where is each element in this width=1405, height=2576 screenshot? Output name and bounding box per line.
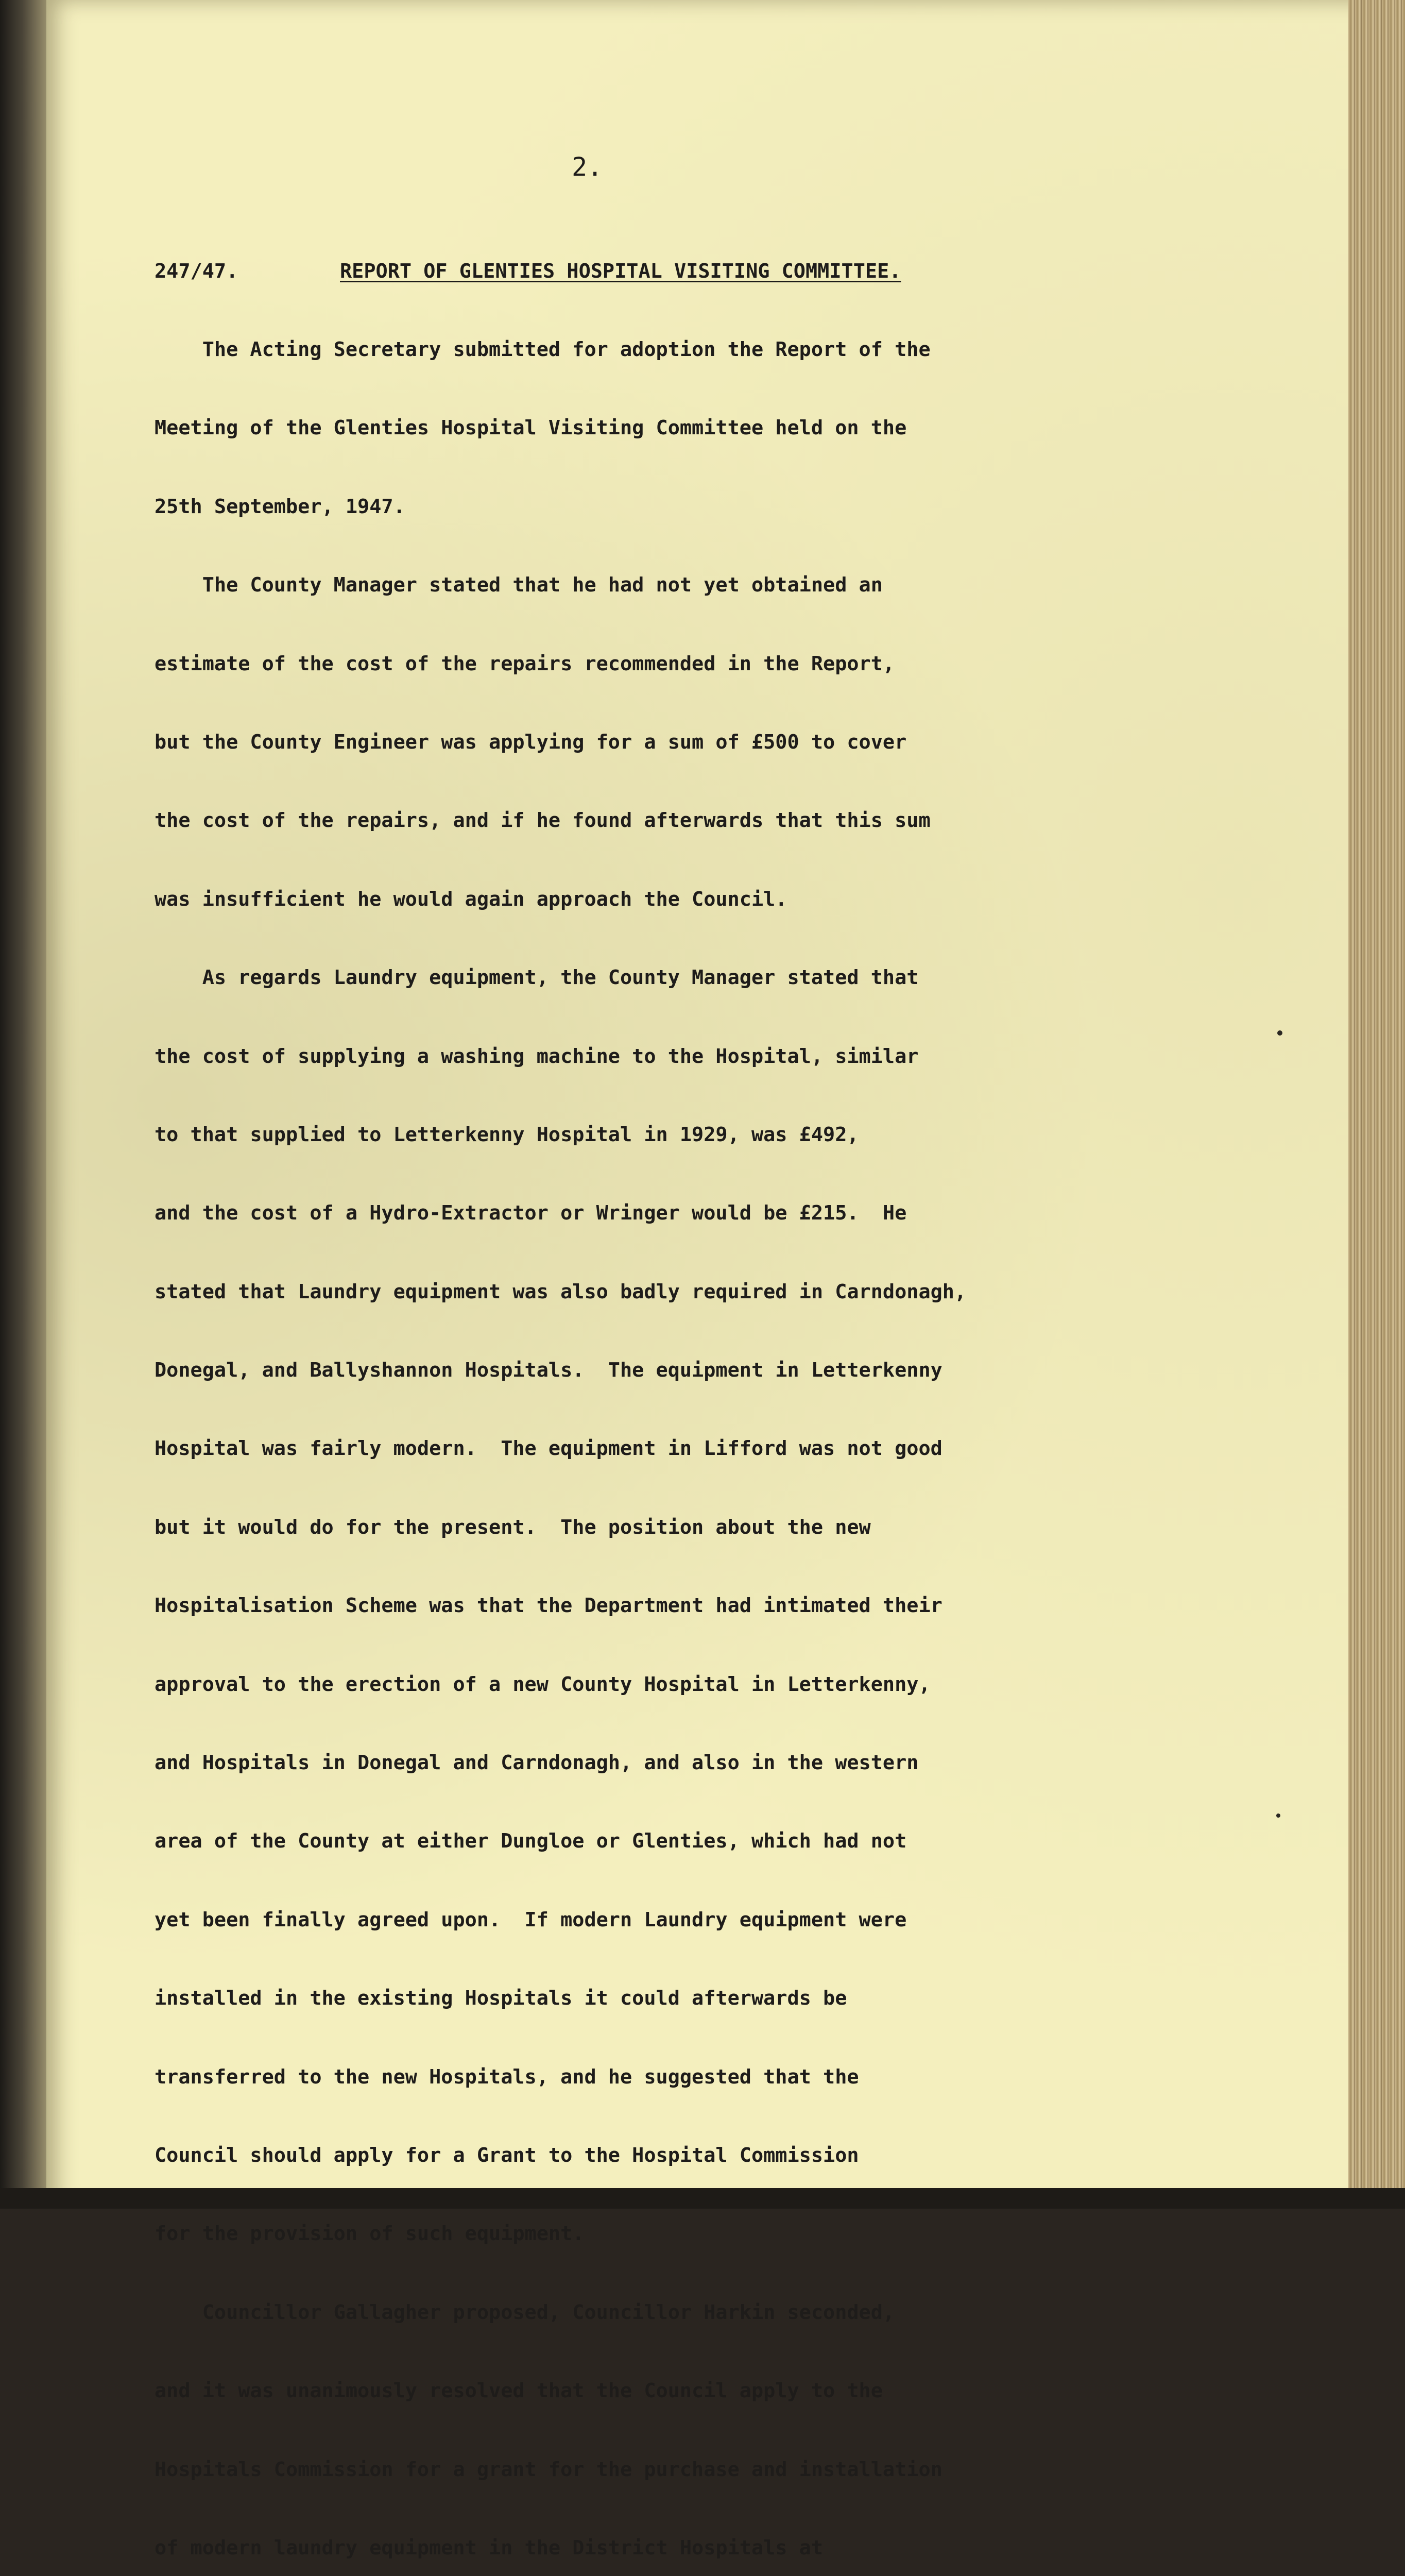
text-line: and it was unanimously resolved that the Council apply to the <box>155 2379 883 2403</box>
text-line: Hospitalisation Scheme was that the Department had intimated their <box>155 1594 943 1618</box>
text-line: was insufficient he would again approach the Council. <box>155 887 787 911</box>
minutes-text <box>155 206 1236 2576</box>
text-line: Donegal, and Ballyshannon Hospitals. The equipment in Letterkenny <box>155 1359 943 1382</box>
text-line: for the provision of such equipment. <box>155 2222 585 2246</box>
text-line: yet been finally agreed upon. If modern Laundry equipment were <box>155 1908 907 1931</box>
text-line: transferred to the new Hospitals, and he suggested that the <box>155 2065 859 2089</box>
text-line: and Hospitals in Donegal and Carndonagh, and also in the western <box>155 1751 919 1775</box>
text-line: Councillor Gallagher proposed, Councillor Harkin seconded, <box>155 2300 895 2324</box>
text-line: Hospital was fairly modern. The equipment in Lifford was not good <box>155 1437 943 1461</box>
text-line: to that supplied to Letterkenny Hospital in 1929, was £492, <box>155 1123 859 1146</box>
text-line: and the cost of a Hydro-Extractor or Wringer would be £215. He <box>155 1201 907 1225</box>
text-line: Council should apply for a Grant to the Hospital Commission <box>155 2143 859 2167</box>
text-line: the cost of supplying a washing machine to the Hospital, similar <box>155 1044 919 1068</box>
minute-number: 247/47. <box>155 259 238 283</box>
text-line: As regards Laundry equipment, the County Manager stated that <box>155 966 919 990</box>
text-line: of modern laundry equipment in the District Hospitals at <box>155 2536 824 2560</box>
text-line: installed in the existing Hospitals it could afterwards be <box>155 1987 847 2010</box>
text-line: but the County Engineer was applying for a sum of £500 to cover <box>155 730 907 754</box>
text-line: The Acting Secretary submitted for adoption the Report of the <box>155 337 931 361</box>
minute-title: REPORT OF GLENTIES HOSPITAL VISITING COMMITTEE. <box>340 259 901 283</box>
text-line: the cost of the repairs, and if he found afterwards that this sum <box>155 809 931 833</box>
text-line: stated that Laundry equipment was also badly required in Carndonagh, <box>155 1280 967 1303</box>
page-number: 2. <box>572 152 603 182</box>
text-line: Meeting of the Glenties Hospital Visiting Committee held on the <box>155 416 907 440</box>
text-line: Hospitals Commission for a grant for the purchase and installation <box>155 2458 943 2481</box>
text-line: approval to the erection of a new County Hospital in Letterkenny, <box>155 1672 931 1696</box>
text-line: estimate of the cost of the repairs recommended in the Report, <box>155 652 895 675</box>
text-line: 25th September, 1947. <box>155 495 405 518</box>
page-edges <box>1348 0 1405 2209</box>
paper-speck <box>1277 1030 1282 1036</box>
text-line: area of the County at either Dungloe or Glenties, which had not <box>155 1829 907 1853</box>
text-line: The County Manager stated that he had not yet obtained an <box>155 573 883 597</box>
paper-speck <box>1276 1814 1280 1818</box>
text-line: but it would do for the present. The position about the new <box>155 1515 871 1539</box>
minute-247-header <box>155 259 1236 285</box>
